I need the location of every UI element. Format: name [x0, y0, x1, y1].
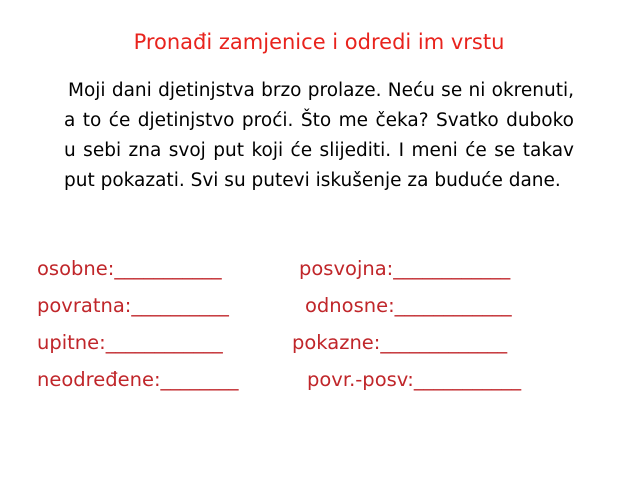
- answer-row-3: [37, 324, 627, 361]
- answer-row-2: [37, 287, 627, 324]
- answer-label-neodredjene: neodređene:________: [37, 368, 239, 391]
- answer-row-1: [37, 250, 627, 287]
- answer-label-posvojna: posvojna:____________: [299, 257, 511, 280]
- answer-label-povratna: povratna:__________: [37, 294, 229, 317]
- answer-row-4: [37, 361, 627, 398]
- answer-label-upitne: upitne:____________: [37, 331, 223, 354]
- answer-lines: [37, 250, 627, 398]
- answer-label-odnosne: odnosne:____________: [305, 294, 512, 317]
- answer-label-povr-posv: povr.-posv:___________: [307, 368, 522, 391]
- exercise-paragraph: Moji dani djetinjstva brzo prolaze. Neću se ni okrenuti, a to će djetinjstvo proći. Što me čeka? Svatko duboko u sebi zna svoj put koji će slijediti. I meni će se takav put pokazati. Svi su putevi iskušenje za buduće dane.: [64, 80, 574, 191]
- slide-title: Pronađi zamjenice i odredi im vrstu: [133, 30, 505, 54]
- answer-label-osobne: osobne:___________: [37, 257, 222, 280]
- answer-label-pokazne: pokazne:_____________: [292, 331, 508, 354]
